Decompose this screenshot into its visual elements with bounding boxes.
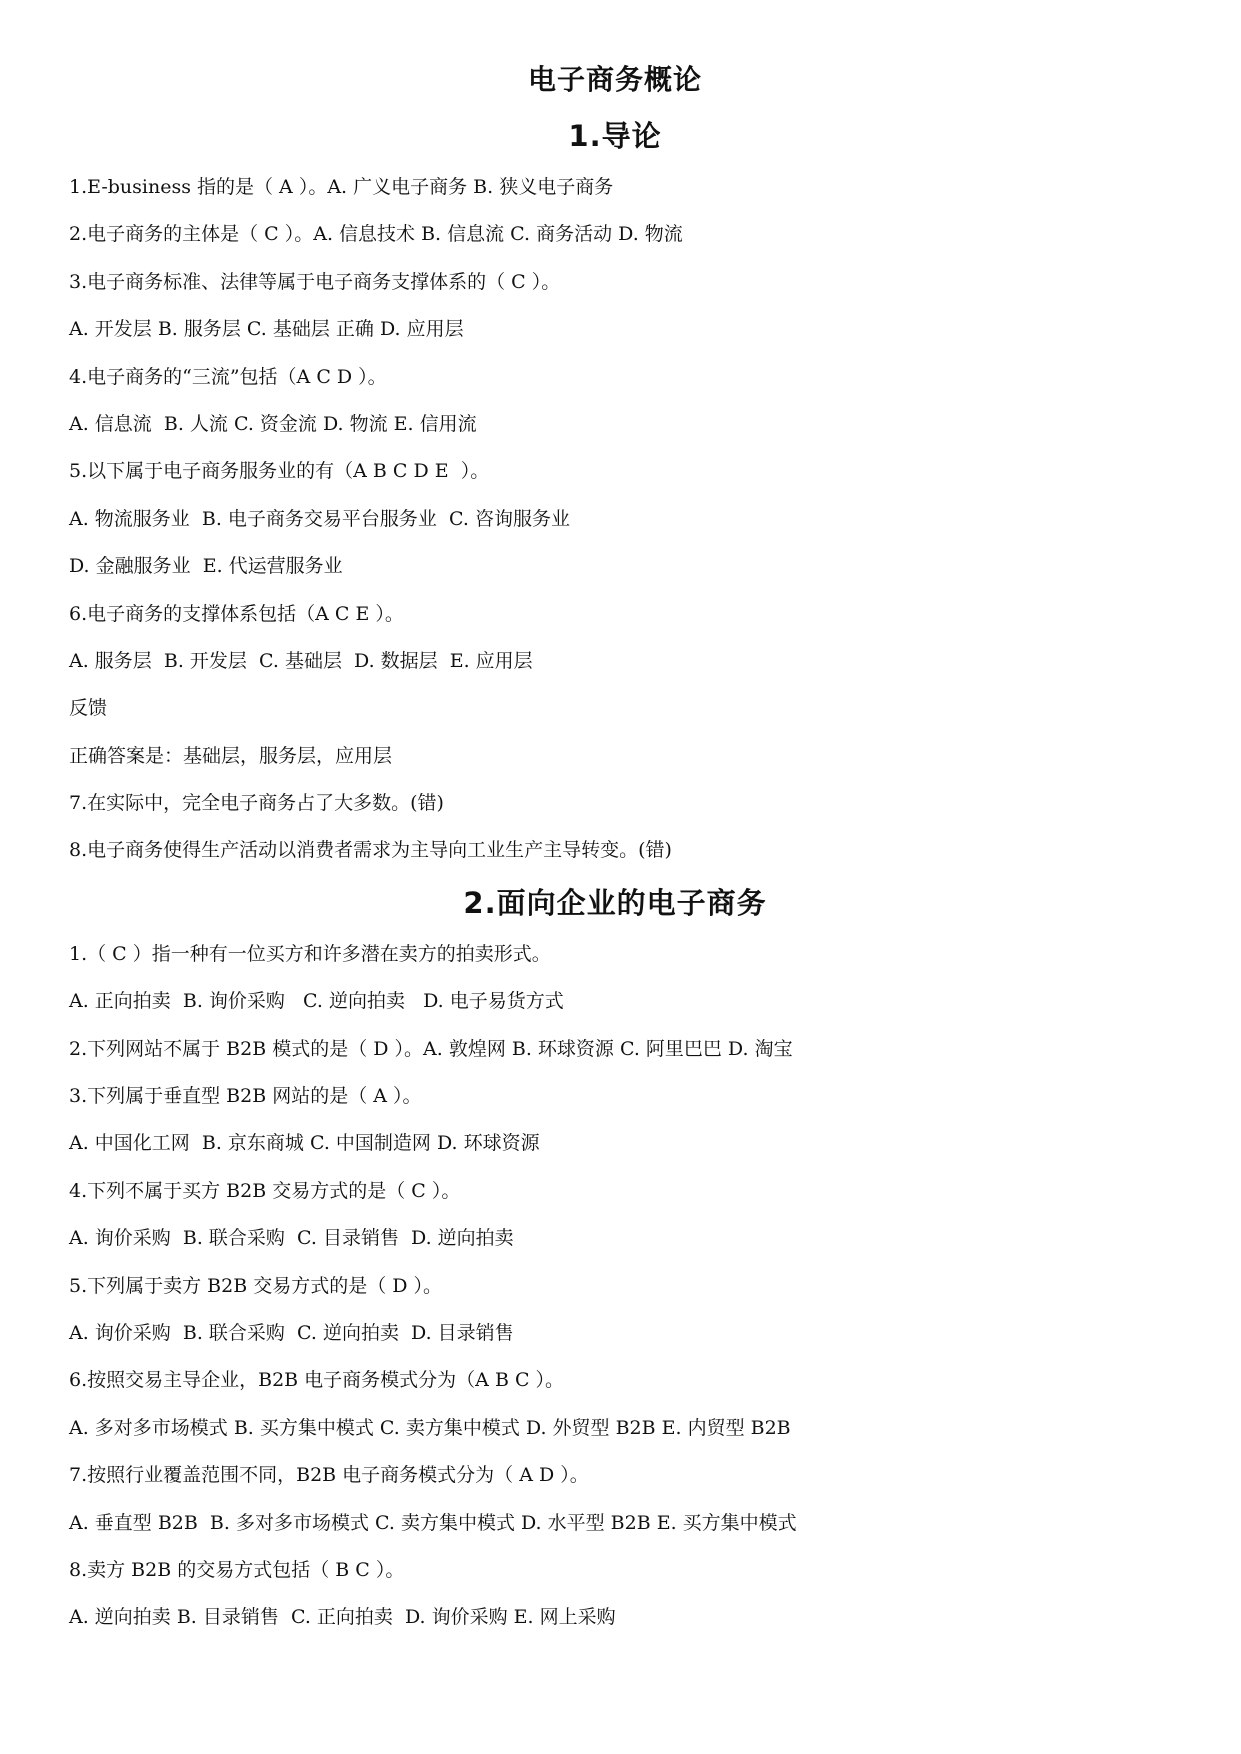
question-line: 1.E-business 指的是（ A ）。A. 广义电子商务 B. 狭义电子商务 (69, 176, 614, 198)
correct-answer-line: 正确答案是：基础层，服务层，应用层 (69, 744, 393, 767)
options-line: D. 金融服务业 E. 代运营服务业 (69, 555, 343, 578)
question-line: 2.下列网站不属于 B2B 模式的是（ D ）。A. 敦煌网 B. 环球资源 C. 阿里巴巴 D. 淘宝 (69, 1037, 793, 1060)
question-line: 6.电子商务的支撑体系包括（A C E ）。 (69, 602, 404, 625)
question-line: 6.按照交易主导企业，B2B 电子商务模式分为（A B C ）。 (69, 1369, 565, 1392)
document-title: 电子商务概论 (527, 63, 702, 96)
question-line: 1.（ C ）指一种有一位买方和许多潜在卖方的拍卖形式。 (69, 942, 551, 965)
feedback-label: 反馈 (69, 697, 108, 720)
options-line: A. 正向拍卖 B. 询价采购 C. 逆向拍卖 D. 电子易货方式 (69, 990, 564, 1013)
question-line: 5.下列属于卖方 B2B 交易方式的是（ D ）。 (69, 1274, 443, 1297)
options-line: A. 开发层 B. 服务层 C. 基础层 正确 D. 应用层 (69, 318, 464, 341)
options-line: A. 询价采购 B. 联合采购 C. 目录销售 D. 逆向拍卖 (69, 1227, 514, 1250)
question-line: 4.电子商务的“三流”包括（A C D ）。 (69, 365, 387, 388)
question-line: 8.卖方 B2B 的交易方式包括（ B C ）。 (69, 1558, 405, 1581)
question-line: 7.在实际中，完全电子商务占了大多数。(错) (69, 792, 444, 815)
question-line: 8.电子商务使得生产活动以消费者需求为主导向工业生产主导转变。(错) (69, 839, 672, 862)
question-line: 3.电子商务标准、法律等属于电子商务支撑体系的（ C ）。 (69, 270, 561, 293)
options-line: A. 逆向拍卖 B. 目录销售 C. 正向拍卖 D. 询价采购 E. 网上采购 (69, 1606, 616, 1629)
question-line: 5.以下属于电子商务服务业的有（A B C D E ）。 (69, 460, 490, 483)
section-b2b (69, 875, 1161, 1642)
options-line: A. 垂直型 B2B B. 多对多市场模式 C. 卖方集中模式 D. 水平型 B2B E. 买方集中模式 (69, 1511, 797, 1534)
options-line: A. 物流服务业 B. 电子商务交易平台服务业 C. 咨询服务业 (69, 507, 570, 530)
question-line: 3.下列属于垂直型 B2B 网站的是（ A ）。 (69, 1085, 422, 1108)
question-line: 4.下列不属于买方 B2B 交易方式的是（ C ）。 (69, 1179, 461, 1202)
options-line: A. 询价采购 B. 联合采购 C. 逆向拍卖 D. 目录销售 (69, 1321, 514, 1344)
section-heading: 2.面向企业的电子商务 (463, 885, 767, 920)
section-introduction (69, 108, 1161, 875)
options-line: A. 服务层 B. 开发层 C. 基础层 D. 数据层 E. 应用层 (69, 649, 533, 672)
question-line: 7.按照行业覆盖范围不同，B2B 电子商务模式分为（ A D ）。 (69, 1464, 589, 1487)
options-line: A. 中国化工网 B. 京东商城 C. 中国制造网 D. 环球资源 (69, 1132, 540, 1155)
question-line: 2.电子商务的主体是（ C ）。A. 信息技术 B. 信息流 C. 商务活动 D. 物流 (69, 223, 683, 246)
section-heading: 1.导论 (568, 119, 662, 153)
options-line: A. 多对多市场模式 B. 买方集中模式 C. 卖方集中模式 D. 外贸型 B2B E. 内贸型 B2B (69, 1416, 791, 1439)
options-line: A. 信息流 B. 人流 C. 资金流 D. 物流 E. 信用流 (69, 412, 477, 435)
